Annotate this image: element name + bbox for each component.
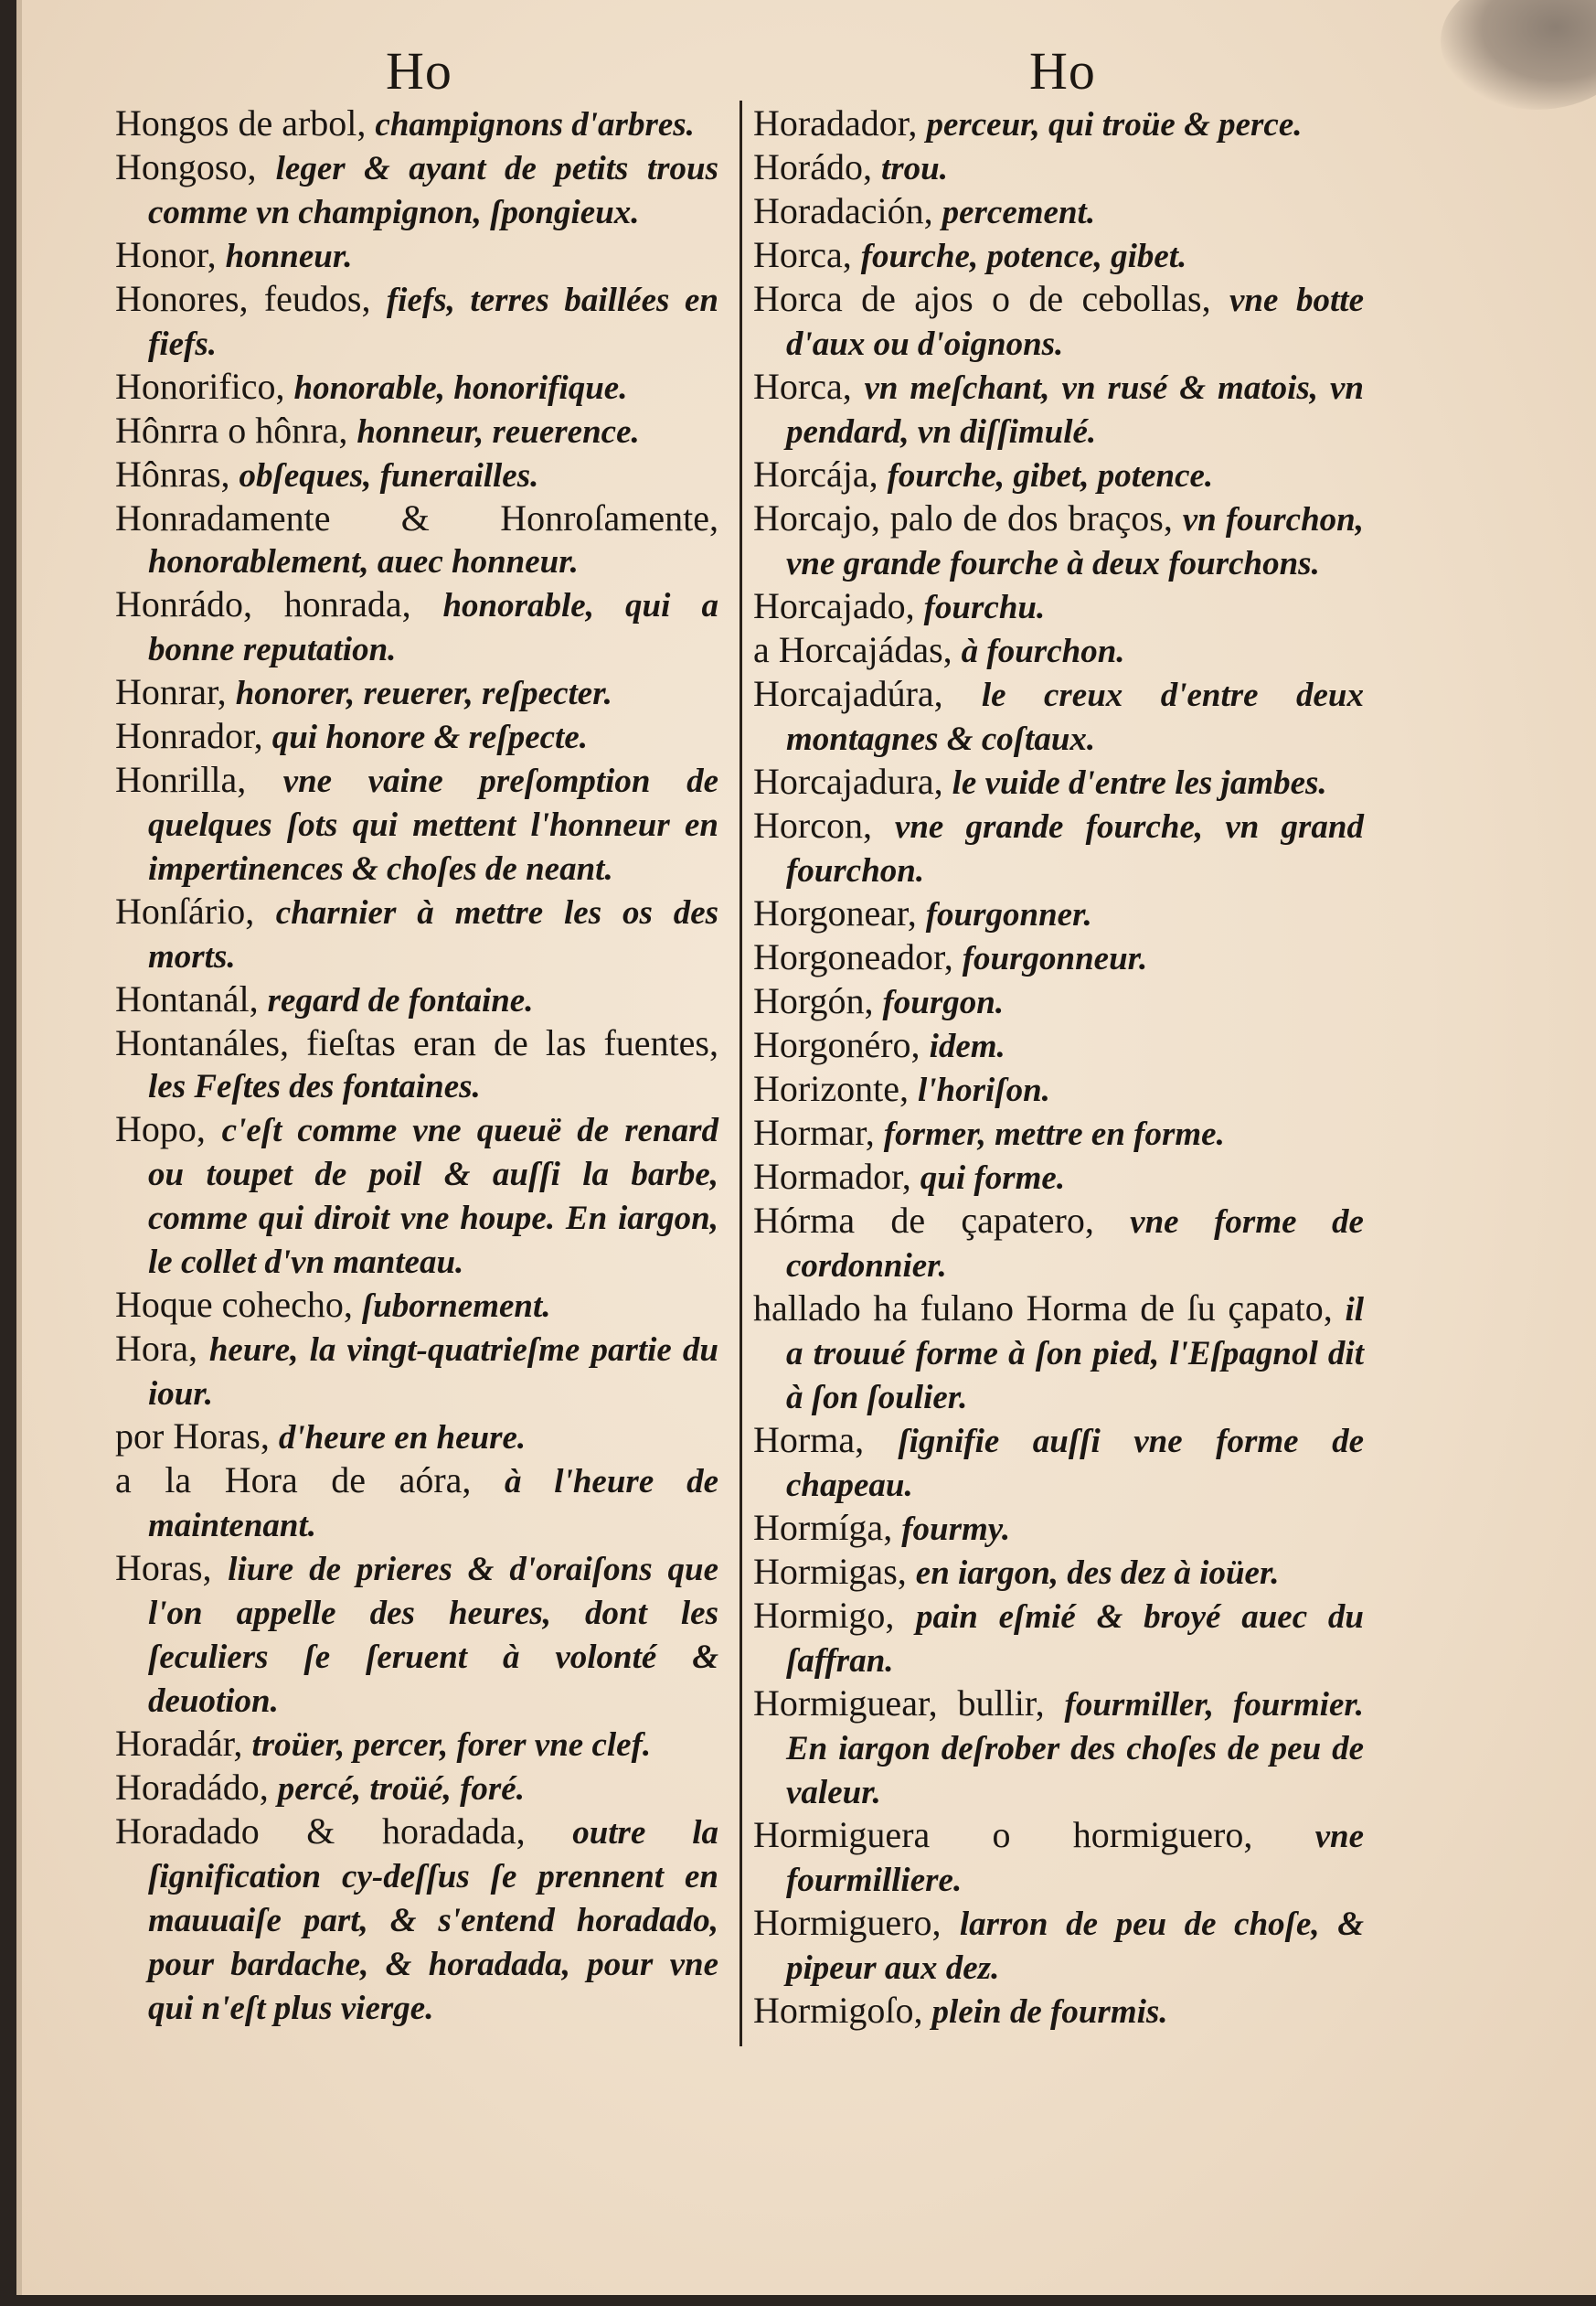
entry-translation: qui honore & reſpecte. (271, 719, 588, 756)
entry-headword: Hormiguear, bullir, (753, 1682, 1065, 1724)
entry-translation: à fourchon. (961, 633, 1125, 670)
entry-headword: Hoque cohecho, (115, 1284, 362, 1325)
entry-translation: troüer, percer, forer vne clef. (251, 1726, 652, 1764)
dictionary-entry (115, 1328, 718, 1415)
entry-headword: a Horcajádas, (753, 629, 962, 670)
entry-headword: por Horas, (115, 1415, 279, 1457)
dictionary-entry (753, 190, 1364, 234)
entry-headword: Hônras, (115, 454, 239, 495)
dictionary-entry (753, 1595, 1364, 1682)
dictionary-entry (753, 146, 1364, 190)
entry-headword: Honrilla, (115, 759, 283, 800)
entry-translation: heure, la vingt-quatrieſme partie du iour. (148, 1331, 719, 1413)
dictionary-entry (753, 585, 1364, 629)
entry-translation: honorablement, auec honneur. (148, 543, 579, 581)
entry-translation: ſubornement. (361, 1287, 551, 1325)
dictionary-entry (753, 1814, 1364, 1902)
dictionary-entry (115, 1547, 718, 1723)
entry-headword: Horgonéro, (753, 1024, 930, 1065)
entry-headword: Horgoneador, (753, 936, 963, 977)
right-column (753, 102, 1364, 2034)
entry-translation: fourgonneur. (962, 940, 1148, 977)
entry-headword: Hongoso, (115, 146, 276, 187)
entry-headword: Hormador, (753, 1156, 920, 1197)
dictionary-entry (753, 1990, 1364, 2034)
entry-translation: en iargon, des dez à ioüer. (915, 1554, 1280, 1592)
entry-translation: outre la ſignification cy-deſſus ſe prennent en mauuaiſe part, & s'entend horadado, pour bardache, & horadada, pour vne qui n'eſt plus vierge. (148, 1814, 718, 2027)
entry-translation: d'heure en heure. (278, 1419, 527, 1457)
entry-translation: honorable, qui a bonne reputation. (148, 587, 718, 668)
entry-translation: fourgon. (882, 984, 1005, 1021)
dictionary-entry (753, 497, 1364, 585)
dictionary-entry (115, 1459, 718, 1547)
entry-headword: Horcajadúra, (753, 673, 982, 714)
dictionary-entry (115, 454, 718, 497)
entry-headword: Horma, (753, 1419, 899, 1460)
dictionary-entry (753, 629, 1364, 673)
dictionary-entry (115, 1108, 718, 1284)
entry-translation: honneur, reuerence. (356, 413, 640, 451)
dictionary-entry (115, 146, 718, 234)
left-column (115, 102, 718, 2030)
entry-translation: fourche, potence, gibet. (860, 238, 1187, 275)
dictionary-entry (115, 366, 718, 410)
dictionary-entry (115, 1810, 718, 2030)
entry-translation: vne botte d'aux ou d'oignons. (786, 282, 1364, 363)
entry-translation: qui forme. (920, 1159, 1066, 1197)
entry-translation: charnier à mettre les os des morts. (148, 894, 719, 976)
column-rule (739, 101, 742, 2046)
water-stain (1441, 0, 1596, 110)
dictionary-entry (115, 1022, 718, 1108)
dictionary-entry (753, 805, 1364, 892)
entry-headword: Horadado & horadada, (115, 1810, 573, 1852)
entry-headword: Hormiguera o hormiguero, (753, 1814, 1315, 1855)
dictionary-entry (753, 1068, 1364, 1112)
entry-translation: vne vaine preſomption de quelques ſots qui mettent l'honneur en impertinences & choſes de neant. (148, 763, 718, 888)
dictionary-entry (753, 1551, 1364, 1595)
dictionary-entry (753, 1419, 1364, 1507)
entry-translation: perceur, qui troüe & perce. (926, 106, 1303, 144)
entry-headword: Honor, (115, 234, 226, 275)
dictionary-entry (115, 759, 718, 891)
entry-translation: liure de prieres & d'oraiſons que l'on appelle des heures, dont les ſeculiers ſe ſeruent à volonté & deuotion. (148, 1551, 718, 1720)
entry-headword: Honrádo, honrada, (115, 583, 443, 625)
entry-headword: Honores, feudos, (115, 278, 387, 319)
running-head-right: Ho (1029, 41, 1096, 101)
entry-translation: le creux d'entre deux montagnes & coſtaux. (786, 677, 1364, 758)
dictionary-entry (115, 583, 718, 671)
entry-translation: le vuide d'entre les jambes. (952, 764, 1327, 802)
entry-translation: pain eſmié & broyé auec du ſaffran. (786, 1598, 1364, 1680)
dictionary-entry (115, 1284, 718, 1328)
entry-translation: idem. (929, 1028, 1005, 1065)
dictionary-entry (753, 673, 1364, 761)
entry-headword: Horca, (753, 234, 861, 275)
entry-headword: Horcajadura, (753, 761, 952, 802)
dictionary-entry (115, 978, 718, 1022)
dictionary-entry (115, 891, 718, 978)
dictionary-entry (753, 366, 1364, 454)
dictionary-entry (753, 761, 1364, 805)
dictionary-entry (115, 1767, 718, 1810)
entry-headword: Horádo, (753, 146, 881, 187)
entry-headword: Horas, (115, 1547, 229, 1588)
entry-translation: fourchu. (923, 589, 1046, 626)
entry-translation: vn fourchon, vne grande fourche à deux fourchons. (786, 501, 1364, 582)
entry-translation: champignons d'arbres. (375, 106, 695, 144)
entry-translation: percement. (942, 194, 1096, 231)
dictionary-entry (753, 1507, 1364, 1551)
entry-translation: obſeques, funerailles. (239, 457, 539, 495)
entry-translation: trou. (880, 150, 948, 187)
dictionary-entry (115, 715, 718, 759)
entry-headword: Hormigas, (753, 1551, 916, 1592)
entry-headword: Honſário, (115, 891, 276, 932)
entry-headword: Honradamente & Honroſamente, (115, 497, 718, 539)
entry-translation: former, mettre en forme. (883, 1116, 1225, 1153)
entry-headword: Hopo, (115, 1108, 222, 1149)
dictionary-entry (115, 1415, 718, 1459)
dictionary-entry (115, 1723, 718, 1767)
entry-translation: percé, troüé, foré. (277, 1770, 525, 1808)
dictionary-entry (115, 671, 718, 715)
entry-translation: ſignifie auſſi vne forme de chapeau. (786, 1423, 1364, 1504)
running-head-left: Ho (386, 41, 452, 101)
entry-headword: Horgón, (753, 980, 883, 1021)
entry-headword: Hormar, (753, 1112, 884, 1153)
entry-headword: Honrar, (115, 671, 236, 712)
entry-translation: vne grande fourche, vn grand fourchon. (786, 808, 1364, 890)
entry-headword: hallado ha fulano Horma de ſu çapato, (753, 1287, 1346, 1329)
dictionary-entry (753, 980, 1364, 1024)
dictionary-entry (753, 234, 1364, 278)
dictionary-entry (753, 1024, 1364, 1068)
entry-translation: plein de fourmis. (931, 1993, 1168, 2031)
dictionary-entry (753, 278, 1364, 366)
entry-headword: Hongos de arbol, (115, 102, 376, 144)
entry-headword: Horca de ajos o de cebollas, (753, 278, 1229, 319)
entry-headword: Horizonte, (753, 1068, 918, 1109)
dictionary-entry (753, 1287, 1364, 1419)
entry-translation: honorable, honorifique. (293, 369, 628, 407)
entry-headword: Horadación, (753, 190, 942, 231)
dictionary-entry (115, 102, 718, 146)
entry-translation: fourmy. (901, 1511, 1011, 1548)
entry-translation: honneur. (225, 238, 353, 275)
dictionary-entry (115, 410, 718, 454)
entry-translation: c'eſt comme vne queuë de renard ou toupet de poil & auſſi la barbe, comme qui diroit vne houpe. En iargon, le collet d'vn manteau. (148, 1112, 718, 1281)
dictionary-entry (753, 1156, 1364, 1200)
entry-translation: vn meſchant, vn rusé & matois, vn pendard, vn diſſimulé. (786, 369, 1365, 451)
entry-headword: Hormiguero, (753, 1902, 960, 1943)
dictionary-entry (753, 892, 1364, 936)
entry-translation: larron de peu de choſe, & pipeur aux dez. (786, 1906, 1364, 1987)
entry-headword: Horadár, (115, 1723, 252, 1764)
dictionary-entry (753, 454, 1364, 497)
entry-headword: Horgonear, (753, 892, 926, 934)
entry-translation: à l'heure de maintenant. (148, 1463, 718, 1544)
entry-headword: Horca, (753, 366, 865, 407)
dictionary-entry (753, 102, 1364, 146)
entry-translation: leger & ayant de petits trous comme vn champignon, ſpongieux. (148, 150, 719, 231)
dictionary-entry (753, 1682, 1364, 1814)
entry-translation: fiefs, terres baillées en fiefs. (148, 282, 718, 363)
entry-translation: l'horiſon. (917, 1072, 1050, 1109)
entry-headword: Hormigo, (753, 1595, 916, 1636)
entry-translation: fourmiller, fourmier. En iargon deſrober des choſes de peu de valeur. (786, 1686, 1364, 1811)
dictionary-entry (753, 1200, 1364, 1287)
entry-headword: Hônrra o hônra, (115, 410, 357, 451)
entry-headword: a la Hora de aóra, (115, 1459, 505, 1500)
entry-headword: Hormigoſo, (753, 1990, 932, 2031)
entry-translation: fourche, gibet, potence. (887, 457, 1214, 495)
entry-headword: Horcon, (753, 805, 895, 846)
entry-translation: vne forme de cordonnier. (786, 1203, 1364, 1285)
book-page (16, 0, 1596, 2295)
entry-translation: les Feſtes des fontaines. (148, 1068, 481, 1105)
entry-headword: Hórma de çapatero, (753, 1200, 1131, 1241)
dictionary-entry (753, 1902, 1364, 1990)
entry-headword: Hontanál, (115, 978, 268, 1020)
dictionary-entry (115, 278, 718, 366)
entry-headword: Honrador, (115, 715, 272, 756)
entry-translation: honorer, reuerer, reſpecter. (235, 675, 612, 712)
dictionary-entry (115, 497, 718, 583)
entry-headword: Horcajo, palo de dos braços, (753, 497, 1183, 539)
entry-headword: Hontanáles, fieſtas eran de las fuentes, (115, 1022, 718, 1063)
entry-translation: il a trouué forme à ſon pied, l'Eſpagnol dit à ſon ſoulier. (786, 1291, 1364, 1416)
entry-headword: Horcája, (753, 454, 888, 495)
entry-headword: Horadádo, (115, 1767, 278, 1808)
entry-translation: vne fourmilliere. (786, 1818, 1364, 1899)
entry-headword: Honorifico, (115, 366, 294, 407)
entry-headword: Hormíga, (753, 1507, 902, 1548)
dictionary-entry (753, 936, 1364, 980)
entry-headword: Horadador, (753, 102, 927, 144)
dictionary-entry (753, 1112, 1364, 1156)
entry-translation: fourgonner. (925, 896, 1092, 934)
entry-headword: Hora, (115, 1328, 209, 1369)
entry-translation: regard de fontaine. (267, 982, 534, 1020)
entry-headword: Horcajado, (753, 585, 924, 626)
dictionary-entry (115, 234, 718, 278)
